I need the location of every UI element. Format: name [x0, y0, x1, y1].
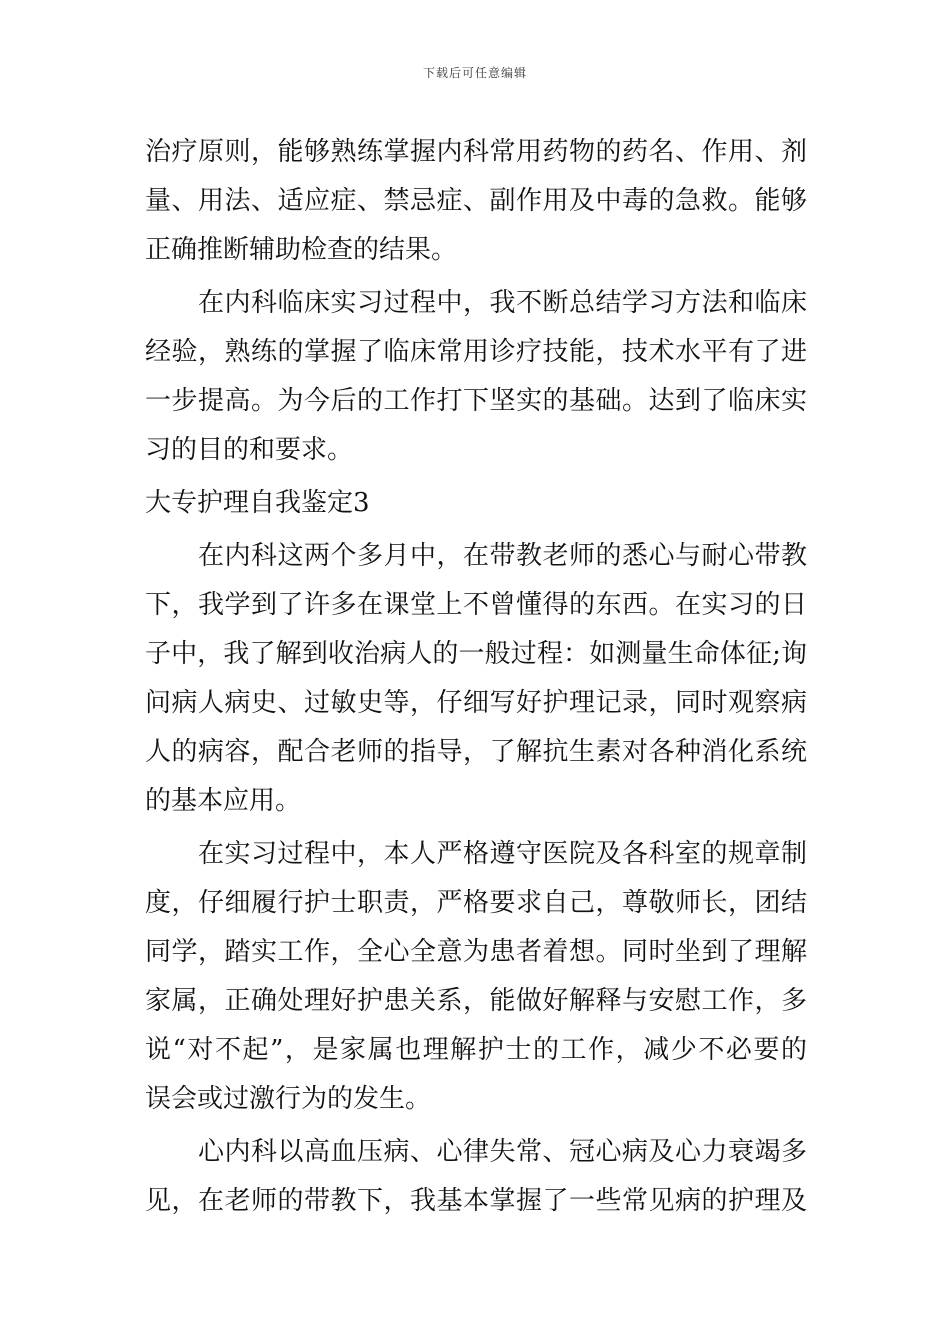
text-line: 下，我学到了许多在课堂上不曾懂得的东西。在实习的日	[145, 590, 807, 620]
text-line: 问病人病史、过敏史等，仔细写好护理记录，同时观察病	[145, 688, 807, 718]
text-line: 度，仔细履行护士职责，严格要求自己，尊敬师长，团结	[145, 888, 807, 918]
text-line: 人的病容，配合老师的指导，了解抗生素对各种消化系统	[145, 737, 807, 767]
page-header: 下载后可任意编辑	[422, 66, 527, 80]
text-line: 量、用法、适应症、禁忌症、副作用及中毒的急救。能够	[145, 186, 807, 216]
text-line: 正确推断辅助检查的结果。	[145, 235, 458, 265]
document-body	[145, 128, 807, 1226]
paragraph-first-line: 心内科以高血压病、心律失常、冠心病及心力衰竭多	[198, 1137, 807, 1167]
text-line: 子中，我了解到收治病人的一般过程：如测量生命体征;询	[145, 639, 807, 669]
text-line: 同学，踏实工作，全心全意为患者着想。同时坐到了理解	[145, 937, 807, 967]
paragraph-first-line: 在实习过程中，本人严格遵守医院及各科室的规章制	[198, 839, 807, 869]
text-line: 见，在老师的带教下，我基本掌握了一些常见病的护理及	[145, 1186, 807, 1216]
section-heading: 大专护理自我鉴定3	[145, 488, 370, 518]
text-line: 习的目的和要求。	[145, 435, 354, 465]
text-line: 经验，熟练的掌握了临床常用诊疗技能，技术水平有了进	[145, 337, 807, 367]
text-line: 一步提高。为今后的工作打下坚实的基础。达到了临床实	[145, 386, 807, 416]
text-line: 治疗原则，能够熟练掌握内科常用药物的药名、作用、剂	[145, 137, 807, 167]
text-line: 说“对不起”，是家属也理解护士的工作，减少不必要的	[145, 1035, 807, 1065]
text-line: 家属，正确处理好护患关系，能做好解释与安慰工作，多	[145, 986, 807, 1016]
text-line: 的基本应用。	[145, 786, 302, 816]
paragraph-first-line: 在内科临床实习过程中，我不断总结学习方法和临床	[198, 288, 807, 318]
paragraph-first-line: 在内科这两个多月中，在带教老师的悉心与耐心带教	[198, 541, 807, 571]
text-line: 误会或过激行为的发生。	[145, 1084, 432, 1114]
